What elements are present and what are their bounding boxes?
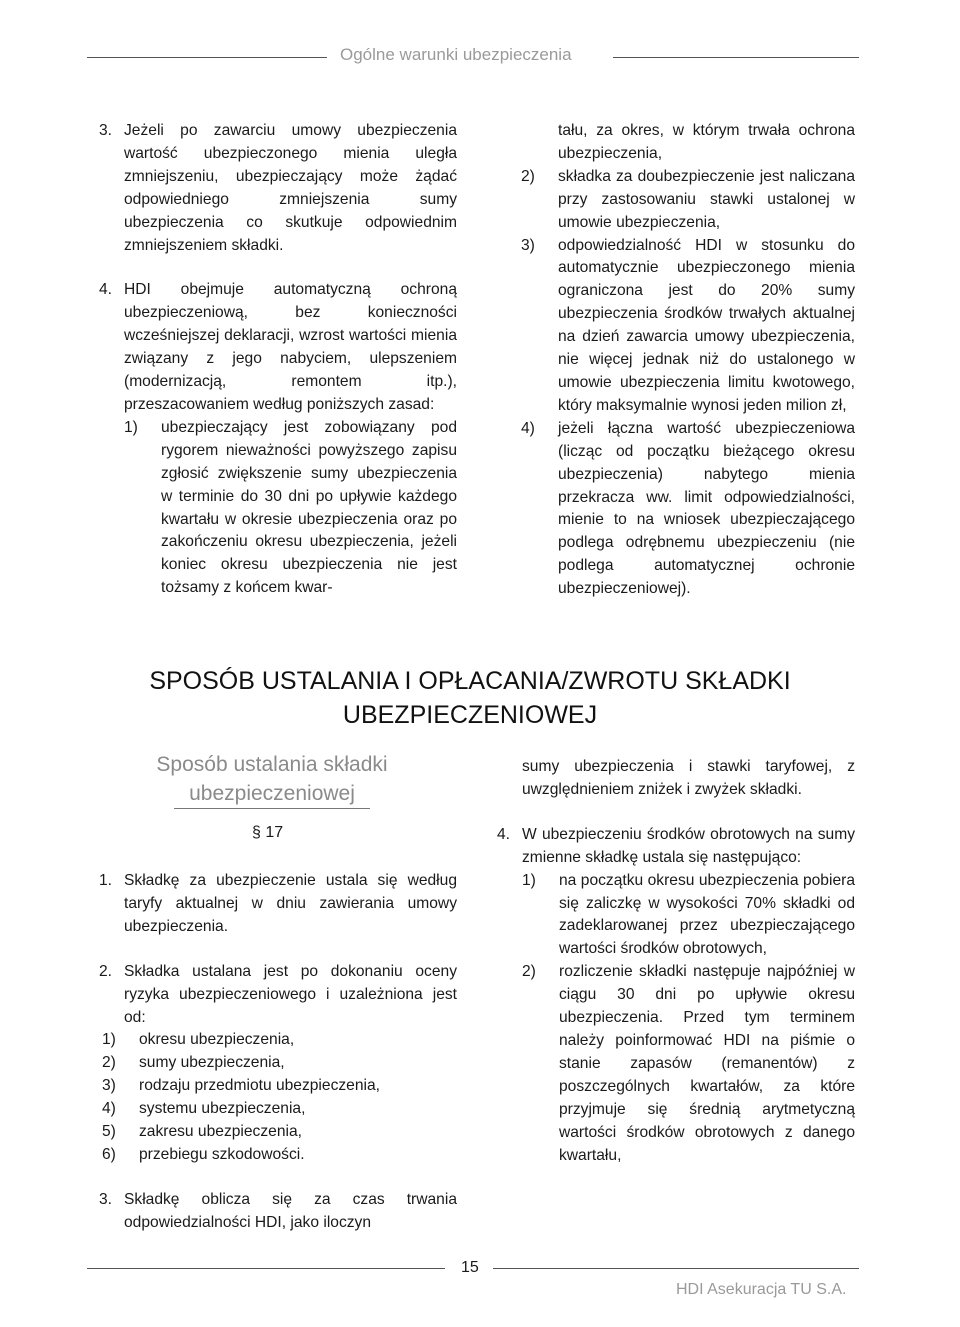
item-number: 4. — [99, 281, 113, 299]
item-number: 1. — [99, 872, 113, 889]
header-rule-right — [613, 57, 859, 58]
list-item — [102, 1144, 457, 1167]
section-title-line-1: SPOSÓB USTALANIA I OPŁACANIA/ZWROTU SKŁADKI — [149, 667, 791, 695]
subsection-title-line-2: ubezpieczeniowej — [189, 782, 355, 805]
section-title — [0, 664, 940, 732]
continued-text: tału, za okres, w którym trwała ochrona ubezpieczenia, — [558, 122, 855, 162]
page-number: 15 — [461, 1259, 479, 1276]
footer-company: HDI Asekuracja TU S.A. — [676, 1281, 847, 1298]
list-text: systemu ubezpieczenia, — [139, 1100, 306, 1118]
list-number: 3) — [102, 1077, 116, 1095]
subitem-number: 3) — [521, 236, 535, 254]
item-1 — [99, 870, 457, 939]
subitem-1 — [124, 417, 457, 600]
subitem-text: składka za doubezpieczenie jest naliczana przy zastosowaniu stawki ustalonej w umowie ubezpieczenia, — [558, 167, 855, 231]
list-item — [102, 1052, 457, 1075]
bottom-right-column — [497, 756, 855, 1167]
subitem-text: odpowiedzialność HDI w stosunku do automatycznie ubezpieczonego mienia ograniczona jest do 20% sumy ubezpieczenia środków trwałych aktualnej na dzień zawarcia umowy ubezpieczenia, nie więcej jednak niż do ustalonego w umowie ubezpieczenia limitu kwotowego, który maksymalnie wynosi jeden milion zł, — [558, 236, 855, 414]
section-title-line-2: UBEZPIECZENIOWEJ — [342, 701, 598, 729]
top-left-column — [99, 120, 457, 600]
list-number: 4) — [102, 1100, 116, 1118]
list-item — [102, 1029, 457, 1052]
item-text: Składkę za ubezpieczenie ustala się według taryfy aktualnej w dniu zawierania umowy ubezpieczenia. — [124, 872, 457, 935]
list-number: 1) — [102, 1031, 116, 1049]
subitem-4 — [521, 418, 855, 601]
subitem-text: ubezpieczający jest zobowiązany pod rygorem nieważności powyższego zapisu zgłosić zwiększenie sumy ubezpieczenia w terminie do 30 dni po upływie każdego kwartału w okresie ubezpieczenia oraz po zakończeniu okresu ubezpieczenia, jeżeli koniec okresu ubezpieczenia nie jest tożsamy z końcem kwar- — [161, 418, 457, 597]
header-title: Ogólne warunki ubezpieczenia — [340, 45, 572, 64]
subitem-number: 4) — [521, 419, 535, 437]
subsection-title-line-1: Sposób ustalania składki — [156, 753, 388, 776]
subsection-rule — [174, 808, 370, 809]
item-number: 3. — [99, 1190, 113, 1208]
subitem-1 — [522, 870, 855, 962]
list-item — [102, 1075, 457, 1098]
item-2 — [99, 961, 457, 1167]
list-text: okresu ubezpieczenia, — [139, 1031, 295, 1049]
bottom-left-column — [99, 870, 457, 1235]
subitem-text: na początku okresu ubezpieczenia pobiera się zaliczkę w wysokości 70% składki od zadeklarowanej przez ubezpieczającego wartości środków obrotowych, — [559, 871, 855, 958]
subitem-number: 2) — [522, 963, 536, 981]
list-number: 2) — [102, 1054, 116, 1072]
subitem-3 — [521, 235, 855, 418]
item-number: 4. — [497, 825, 511, 843]
subitem-1-continued — [558, 120, 855, 166]
list-text: rodzaju przedmiotu ubezpieczenia, — [139, 1077, 380, 1095]
item-text: Składka ustalana jest po dokonaniu oceny ryzyka ubezpieczeniowego i uzależniona jest od: — [124, 962, 457, 1026]
item-text: Jeżeli po zawarciu umowy ubezpieczenia wartość ubezpieczonego mienia uległa zmniejszeniu, ubezpieczający może żądać odpowiedniego zmniejszenia sumy ubezpieczenia co skutkuje odpowiednim zmniejszeniem składki. — [124, 122, 457, 254]
subitem-2 — [521, 166, 855, 235]
list-text: sumy ubezpieczenia, — [139, 1054, 285, 1072]
item-3 — [99, 120, 457, 257]
continued-text: sumy ubezpieczenia i stawki taryfowej, z uwzględnieniem zniżek i zwyżek składki. — [522, 758, 855, 798]
paragraph-number: § 17 — [252, 824, 284, 841]
item-text: HDI obejmuje automatyczną ochroną ubezpieczeniową, bez konieczności wcześniejszej deklaracji, wzrost wartości mienia związany z jego nabyciem, ulepszeniem (modernizacją, remontem itp.), przeszacowaniem według poniższych zasad: — [124, 281, 457, 413]
subitem-text: jeżeli łączna wartość ubezpieczeniowa (licząc od początku bieżącego okresu ubezpieczenia) nabytego mienia przekracza ww. limit odpowiedzialności, mienie to na wniosek ubezpieczającego podlega odrębnemu ubezpieczeniu (nie podlega automatycznej ochronie ubezpieczeniowej). — [558, 419, 855, 598]
header-rule-left — [87, 57, 327, 58]
subitem-2 — [522, 961, 855, 1167]
footer-rule-right — [493, 1268, 859, 1269]
subsection-title — [122, 750, 422, 808]
list-item — [102, 1121, 457, 1144]
item-4 — [99, 279, 457, 600]
subitem-number: 2) — [521, 167, 535, 185]
item-4 — [497, 824, 855, 1168]
item-text: W ubezpieczeniu środków obrotowych na sumy zmienne składkę ustala się następująco: — [522, 825, 855, 866]
subitem-text: rozliczenie składki następuje najpóźniej w ciągu 30 dni po upływie okresu ubezpieczenia. Przed tym terminem należy poinformować HDI na piśmie o stanie zapasów (remanentów) z poszczególnych kwartałów, za które przyjmuje się średnią arytmetyczną wartości środków obrotowych z danego kwartału, — [559, 963, 855, 1164]
list-text: przebiegu szkodowości. — [139, 1145, 305, 1163]
footer-rule-left — [87, 1268, 445, 1269]
item-number: 3. — [99, 122, 113, 139]
item-3 — [99, 1189, 457, 1235]
subitem-number: 1) — [522, 871, 536, 889]
subitem-number: 1) — [124, 418, 138, 436]
list-text: zakresu ubezpieczenia, — [139, 1123, 302, 1141]
item-number: 2. — [99, 962, 113, 980]
list-number: 6) — [102, 1145, 116, 1163]
top-right-column — [521, 120, 855, 601]
list-item — [102, 1098, 457, 1121]
item-text: Składkę oblicza się za czas trwania odpowiedzialności HDI, jako iloczyn — [124, 1190, 457, 1231]
list-number: 5) — [102, 1123, 116, 1141]
